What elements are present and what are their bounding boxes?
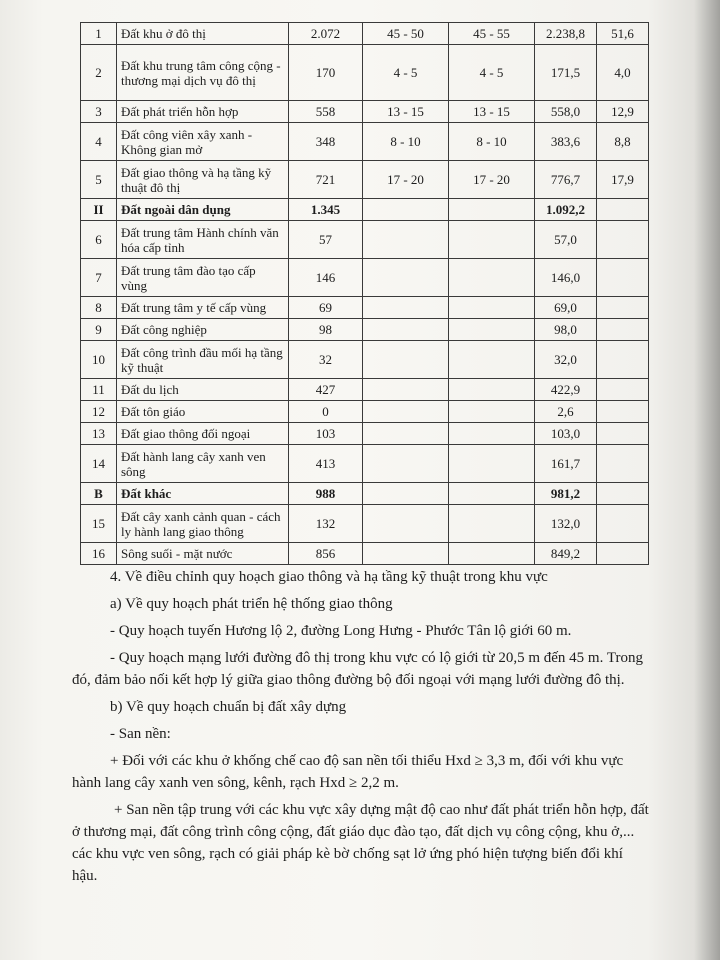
area-existing-cell: 427 [289, 379, 363, 401]
row-index-cell: 12 [81, 401, 117, 423]
row-index-cell: 4 [81, 123, 117, 161]
ratio-max-cell [449, 505, 535, 543]
area-adjusted-cell: 383,6 [535, 123, 597, 161]
row-index-cell: 9 [81, 319, 117, 341]
paragraph-route: - Quy hoạch tuyến Hương lộ 2, đường Long Hưng - Phước Tân lộ giới 60 m. [110, 623, 572, 639]
ratio-min-cell [363, 401, 449, 423]
area-adjusted-cell: 132,0 [535, 505, 597, 543]
area-adjusted-cell: 558,0 [535, 101, 597, 123]
ratio-max-cell [449, 221, 535, 259]
table-row [81, 423, 649, 445]
area-adjusted-cell: 103,0 [535, 423, 597, 445]
area-existing-cell: 0 [289, 401, 363, 423]
area-existing-cell: 170 [289, 45, 363, 101]
land-type-cell: Đất hành lang cây xanh ven sông [117, 445, 289, 483]
ratio-min-cell [363, 483, 449, 505]
ratio-min-cell [363, 423, 449, 445]
ratio-max-cell [449, 379, 535, 401]
area-adjusted-cell: 776,7 [535, 161, 597, 199]
land-type-cell: Đất phát triển hỗn hợp [117, 101, 289, 123]
ratio-max-cell: 17 - 20 [449, 161, 535, 199]
land-type-cell: Đất cây xanh cảnh quan - cách ly hành lang giao thông [117, 505, 289, 543]
ratio-adjusted-cell [597, 543, 649, 565]
table-row [81, 401, 649, 423]
land-type-cell: Đất trung tâm Hành chính văn hóa cấp tỉnh [117, 221, 289, 259]
land-type-cell: Đất ngoài dân dụng [117, 199, 289, 221]
ratio-max-cell [449, 423, 535, 445]
land-type-cell: Đất trung tâm y tế cấp vùng [117, 297, 289, 319]
ratio-min-cell [363, 543, 449, 565]
table-row [81, 445, 649, 483]
ratio-max-cell [449, 259, 535, 297]
area-existing-cell: 988 [289, 483, 363, 505]
area-adjusted-cell: 171,5 [535, 45, 597, 101]
ratio-min-cell: 17 - 20 [363, 161, 449, 199]
paragraph-leveling-label: - San nền: [110, 726, 171, 742]
land-type-cell: Đất khác [117, 483, 289, 505]
ratio-min-cell [363, 319, 449, 341]
land-type-cell: Đất công trình đầu mối hạ tầng kỹ thuật [117, 341, 289, 379]
area-adjusted-cell: 849,2 [535, 543, 597, 565]
ratio-adjusted-cell [597, 401, 649, 423]
row-index-cell: 10 [81, 341, 117, 379]
area-existing-cell: 69 [289, 297, 363, 319]
table-row [81, 101, 649, 123]
ratio-adjusted-cell: 51,6 [597, 23, 649, 45]
row-index-cell: 8 [81, 297, 117, 319]
ratio-adjusted-cell [597, 379, 649, 401]
ratio-max-cell [449, 319, 535, 341]
area-existing-cell: 32 [289, 341, 363, 379]
land-type-cell: Đất du lịch [117, 379, 289, 401]
ratio-max-cell [449, 401, 535, 423]
ratio-adjusted-cell [597, 423, 649, 445]
row-index-cell: II [81, 199, 117, 221]
area-existing-cell: 413 [289, 445, 363, 483]
land-type-cell: Đất trung tâm đào tạo cấp vùng [117, 259, 289, 297]
ratio-max-cell: 13 - 15 [449, 101, 535, 123]
ratio-adjusted-cell: 4,0 [597, 45, 649, 101]
table-row [81, 297, 649, 319]
area-adjusted-cell: 2,6 [535, 401, 597, 423]
ratio-min-cell [363, 505, 449, 543]
area-adjusted-cell: 146,0 [535, 259, 597, 297]
ratio-max-cell [449, 341, 535, 379]
table-row [81, 161, 649, 199]
ratio-max-cell [449, 199, 535, 221]
row-index-cell: B [81, 483, 117, 505]
table-row [81, 221, 649, 259]
table-row [81, 543, 649, 565]
table-row [81, 505, 649, 543]
ratio-min-cell: 13 - 15 [363, 101, 449, 123]
ratio-adjusted-cell: 12,9 [597, 101, 649, 123]
table-row [81, 23, 649, 45]
row-index-cell: 15 [81, 505, 117, 543]
row-index-cell: 5 [81, 161, 117, 199]
area-adjusted-cell: 981,2 [535, 483, 597, 505]
area-adjusted-cell: 98,0 [535, 319, 597, 341]
land-type-cell: Sông suối - mặt nước [117, 543, 289, 565]
land-type-cell: Đất khu ở đô thị [117, 23, 289, 45]
table-row [81, 319, 649, 341]
area-existing-cell: 146 [289, 259, 363, 297]
land-use-table-body [81, 23, 649, 565]
ratio-min-cell [363, 297, 449, 319]
ratio-min-cell [363, 379, 449, 401]
land-type-cell: Đất công viên xây xanh - Không gian mở [117, 123, 289, 161]
ratio-adjusted-cell [597, 341, 649, 379]
row-index-cell: 14 [81, 445, 117, 483]
area-existing-cell: 856 [289, 543, 363, 565]
land-type-cell: Đất khu trung tâm công cộng - thương mại dịch vụ đô thị [117, 45, 289, 101]
area-adjusted-cell: 1.092,2 [535, 199, 597, 221]
row-index-cell: 11 [81, 379, 117, 401]
table-row [81, 259, 649, 297]
ratio-max-cell [449, 297, 535, 319]
area-existing-cell: 57 [289, 221, 363, 259]
subsection-heading-b: b) Về quy hoạch chuẩn bị đất xây dựng [110, 699, 347, 715]
ratio-min-cell [363, 341, 449, 379]
row-index-cell: 16 [81, 543, 117, 565]
ratio-adjusted-cell [597, 445, 649, 483]
table-row [81, 379, 649, 401]
row-index-cell: 1 [81, 23, 117, 45]
ratio-adjusted-cell [597, 259, 649, 297]
ratio-adjusted-cell [597, 505, 649, 543]
land-type-cell: Đất công nghiệp [117, 319, 289, 341]
ratio-adjusted-cell [597, 483, 649, 505]
table-row [81, 45, 649, 101]
ratio-min-cell [363, 199, 449, 221]
land-type-cell: Đất giao thông và hạ tầng kỹ thuật đô thị [117, 161, 289, 199]
area-existing-cell: 1.345 [289, 199, 363, 221]
table-row [81, 123, 649, 161]
area-existing-cell: 348 [289, 123, 363, 161]
ratio-min-cell [363, 221, 449, 259]
ratio-adjusted-cell [597, 297, 649, 319]
land-use-table [80, 22, 649, 565]
subsection-heading-a: a) Về quy hoạch phát triển hệ thống giao thông [110, 596, 393, 612]
ratio-max-cell [449, 445, 535, 483]
area-adjusted-cell: 57,0 [535, 221, 597, 259]
ratio-min-cell: 4 - 5 [363, 45, 449, 101]
area-existing-cell: 103 [289, 423, 363, 445]
ratio-min-cell: 45 - 50 [363, 23, 449, 45]
paragraph-leveling-concentrated: + San nền tập trung với các khu vực xây dựng mật độ cao như đất phát triển hỗn hợp, đất ở thương mại, đất công trình công cộng, đất giáo dục đào tạo, đất dịch vụ công cộng, khu ở,... các khu vực ven sông, rạch có giải pháp kè bờ chống sạt lở ứng phó hiện tượng biến đổi khí hậu. [72, 802, 649, 884]
ratio-adjusted-cell [597, 199, 649, 221]
area-adjusted-cell: 2.238,8 [535, 23, 597, 45]
paragraph-leveling-residential: + Đối với các khu ở khống chế cao độ san nền tối thiểu Hxd ≥ 3,3 m, đối với khu vực hành lang cây xanh ven sông, kênh, rạch Hxd ≥ 2,2 m. [72, 753, 624, 791]
row-index-cell: 3 [81, 101, 117, 123]
section-heading: 4. Về điều chỉnh quy hoạch giao thông và hạ tầng kỹ thuật trong khu vực [110, 569, 548, 585]
area-existing-cell: 98 [289, 319, 363, 341]
row-index-cell: 13 [81, 423, 117, 445]
area-existing-cell: 558 [289, 101, 363, 123]
ratio-adjusted-cell: 17,9 [597, 161, 649, 199]
table-row [81, 341, 649, 379]
area-existing-cell: 721 [289, 161, 363, 199]
area-adjusted-cell: 32,0 [535, 341, 597, 379]
land-type-cell: Đất tôn giáo [117, 401, 289, 423]
ratio-adjusted-cell [597, 221, 649, 259]
ratio-max-cell [449, 543, 535, 565]
table-row [81, 199, 649, 221]
page-edge-shadow [694, 0, 720, 960]
ratio-max-cell [449, 483, 535, 505]
body-text [72, 566, 650, 892]
land-type-cell: Đất giao thông đối ngoại [117, 423, 289, 445]
row-index-cell: 6 [81, 221, 117, 259]
table-row [81, 483, 649, 505]
ratio-adjusted-cell: 8,8 [597, 123, 649, 161]
row-index-cell: 7 [81, 259, 117, 297]
row-index-cell: 2 [81, 45, 117, 101]
ratio-min-cell [363, 259, 449, 297]
ratio-max-cell: 45 - 55 [449, 23, 535, 45]
area-existing-cell: 2.072 [289, 23, 363, 45]
area-adjusted-cell: 161,7 [535, 445, 597, 483]
area-adjusted-cell: 422,9 [535, 379, 597, 401]
area-existing-cell: 132 [289, 505, 363, 543]
ratio-max-cell: 8 - 10 [449, 123, 535, 161]
ratio-max-cell: 4 - 5 [449, 45, 535, 101]
ratio-min-cell: 8 - 10 [363, 123, 449, 161]
ratio-min-cell [363, 445, 449, 483]
area-adjusted-cell: 69,0 [535, 297, 597, 319]
ratio-adjusted-cell [597, 319, 649, 341]
paragraph-road-network: - Quy hoạch mạng lưới đường đô thị trong khu vực có lộ giới từ 20,5 m đến 45 m. Trong đó, đảm bảo nối kết hợp lý giữa giao thông đường bộ đối ngoại với mạng lưới đường đô thị. [72, 650, 643, 688]
